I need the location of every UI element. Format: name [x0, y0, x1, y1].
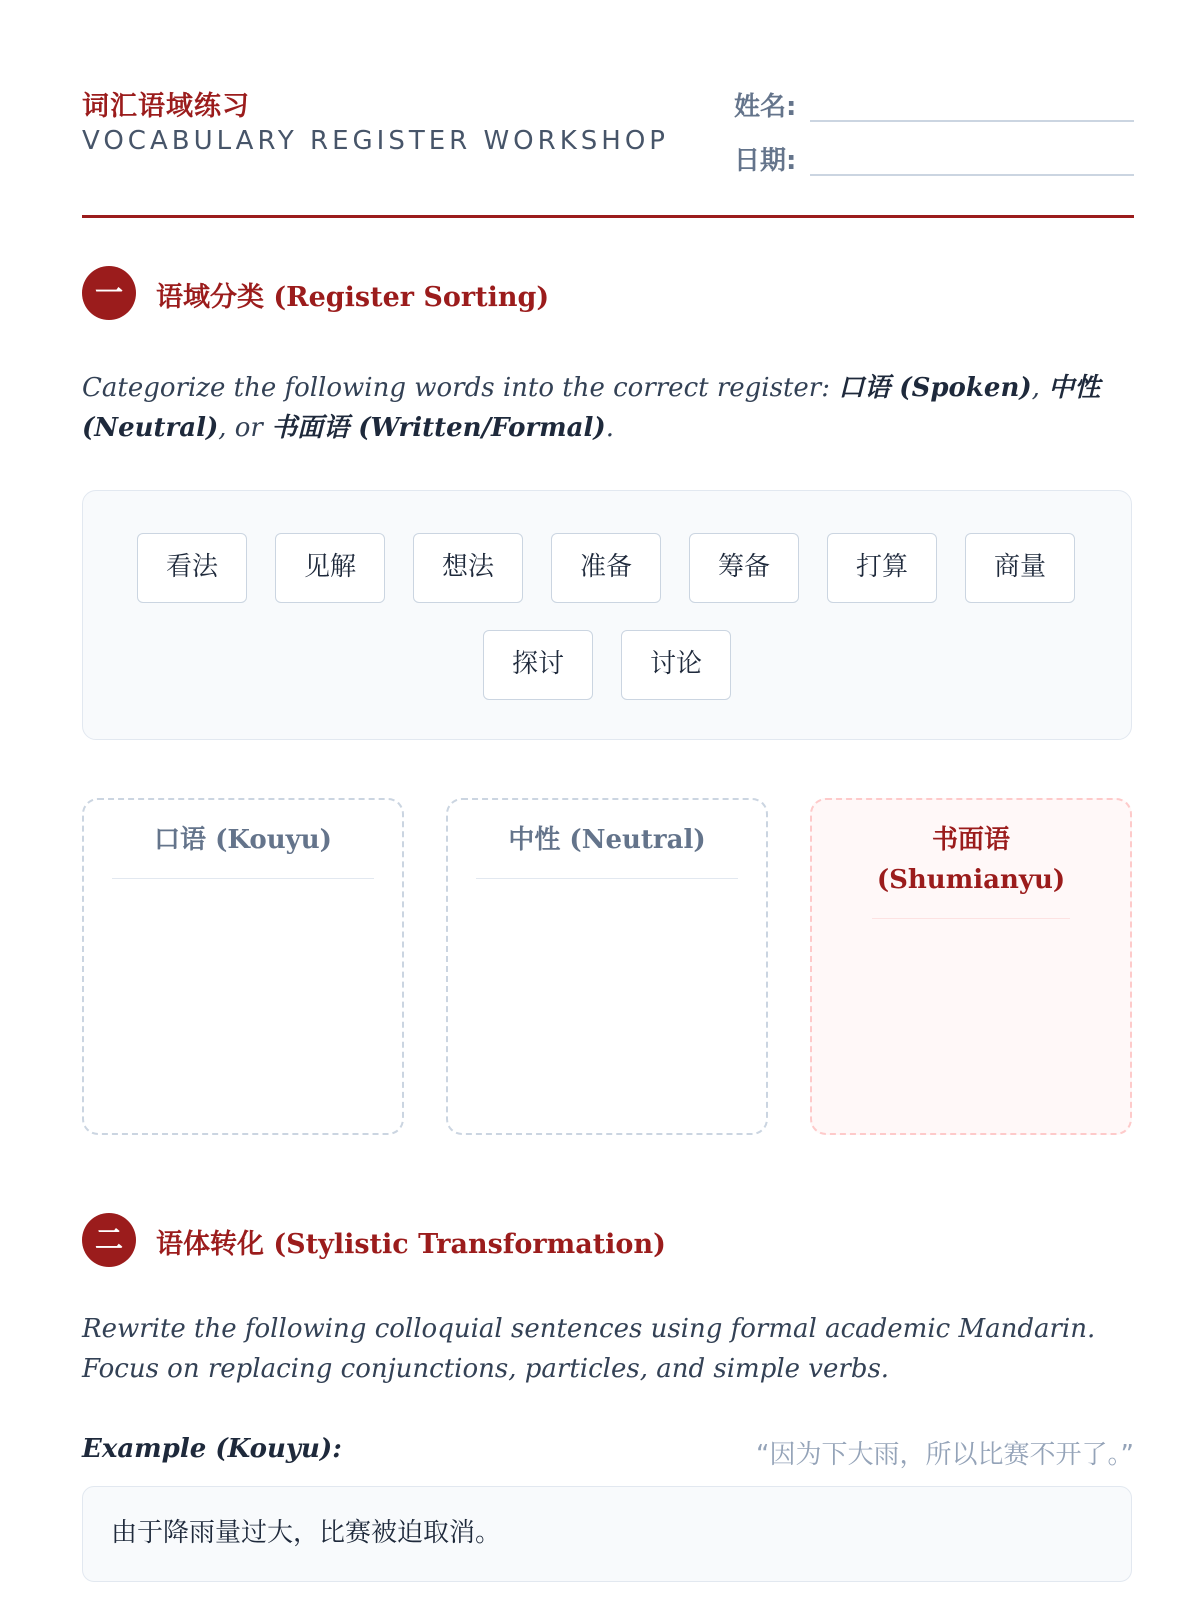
- section-2-instruction: Rewrite the following colloquial sentences using formal academic Mandarin. Focus on replacing conjunctions, particles, and simple verbs.: [82, 1314, 1096, 1384]
- column-title-neutral: 中性 (Neutral): [476, 820, 738, 879]
- separator: , or: [218, 413, 272, 443]
- word-chip[interactable]: 筹备: [689, 533, 799, 603]
- drop-zone-shumianyu[interactable]: [810, 798, 1132, 1135]
- example-label: Example (Kouyu):: [82, 1434, 342, 1464]
- word-chip[interactable]: 商量: [965, 533, 1075, 603]
- word-bank: [82, 490, 1132, 740]
- column-title-kouyu: 口语 (Kouyu): [112, 820, 374, 879]
- section-1-badge: 一: [82, 266, 136, 320]
- term-formal: 书面语 (Written/Formal): [271, 413, 606, 443]
- title-chinese: 词汇语域练习: [82, 91, 250, 122]
- section-2-badge: 二: [82, 1213, 136, 1267]
- name-label: 姓名:: [734, 92, 797, 122]
- date-label: 日期:: [734, 146, 797, 176]
- example-answer-box[interactable]: 由于降雨量过大，比赛被迫取消。: [82, 1486, 1132, 1582]
- term-spoken: 口语 (Spoken): [838, 373, 1032, 403]
- date-field[interactable]: [734, 138, 1134, 188]
- drop-zone-neutral[interactable]: [446, 798, 768, 1135]
- word-chip[interactable]: 想法: [413, 533, 523, 603]
- drop-zone-kouyu[interactable]: [82, 798, 404, 1135]
- word-chip[interactable]: 准备: [551, 533, 661, 603]
- term-neutral: 中性 (Neutral): [82, 373, 1101, 443]
- example-source-sentence: “因为下大雨，所以比赛不开了。”: [756, 1440, 1134, 1470]
- instruction-end: .: [605, 413, 614, 443]
- section-1-title: 语域分类 (Register Sorting): [156, 282, 550, 313]
- instruction-text: Categorize the following words into the correct register:: [82, 373, 839, 403]
- section-1-instruction: [82, 368, 1134, 448]
- word-chip[interactable]: 探讨: [483, 630, 593, 700]
- name-field[interactable]: [734, 84, 1134, 134]
- date-input-line[interactable]: [810, 174, 1134, 176]
- section-1-heading: [82, 266, 982, 322]
- name-input-line[interactable]: [810, 120, 1134, 122]
- word-chip[interactable]: 看法: [137, 533, 247, 603]
- word-chip[interactable]: 打算: [827, 533, 937, 603]
- column-title-shumianyu: 书面语 (Shumianyu): [872, 820, 1070, 919]
- worksheet-header: [82, 84, 1134, 220]
- word-chip[interactable]: 讨论: [621, 630, 731, 700]
- separator: ,: [1031, 373, 1049, 403]
- section-2-title: 语体转化 (Stylistic Transformation): [156, 1229, 666, 1260]
- section-2-heading: [82, 1213, 982, 1269]
- title-english: VOCABULARY REGISTER WORKSHOP: [82, 126, 669, 156]
- header-divider: [82, 215, 1134, 218]
- word-chip[interactable]: 见解: [275, 533, 385, 603]
